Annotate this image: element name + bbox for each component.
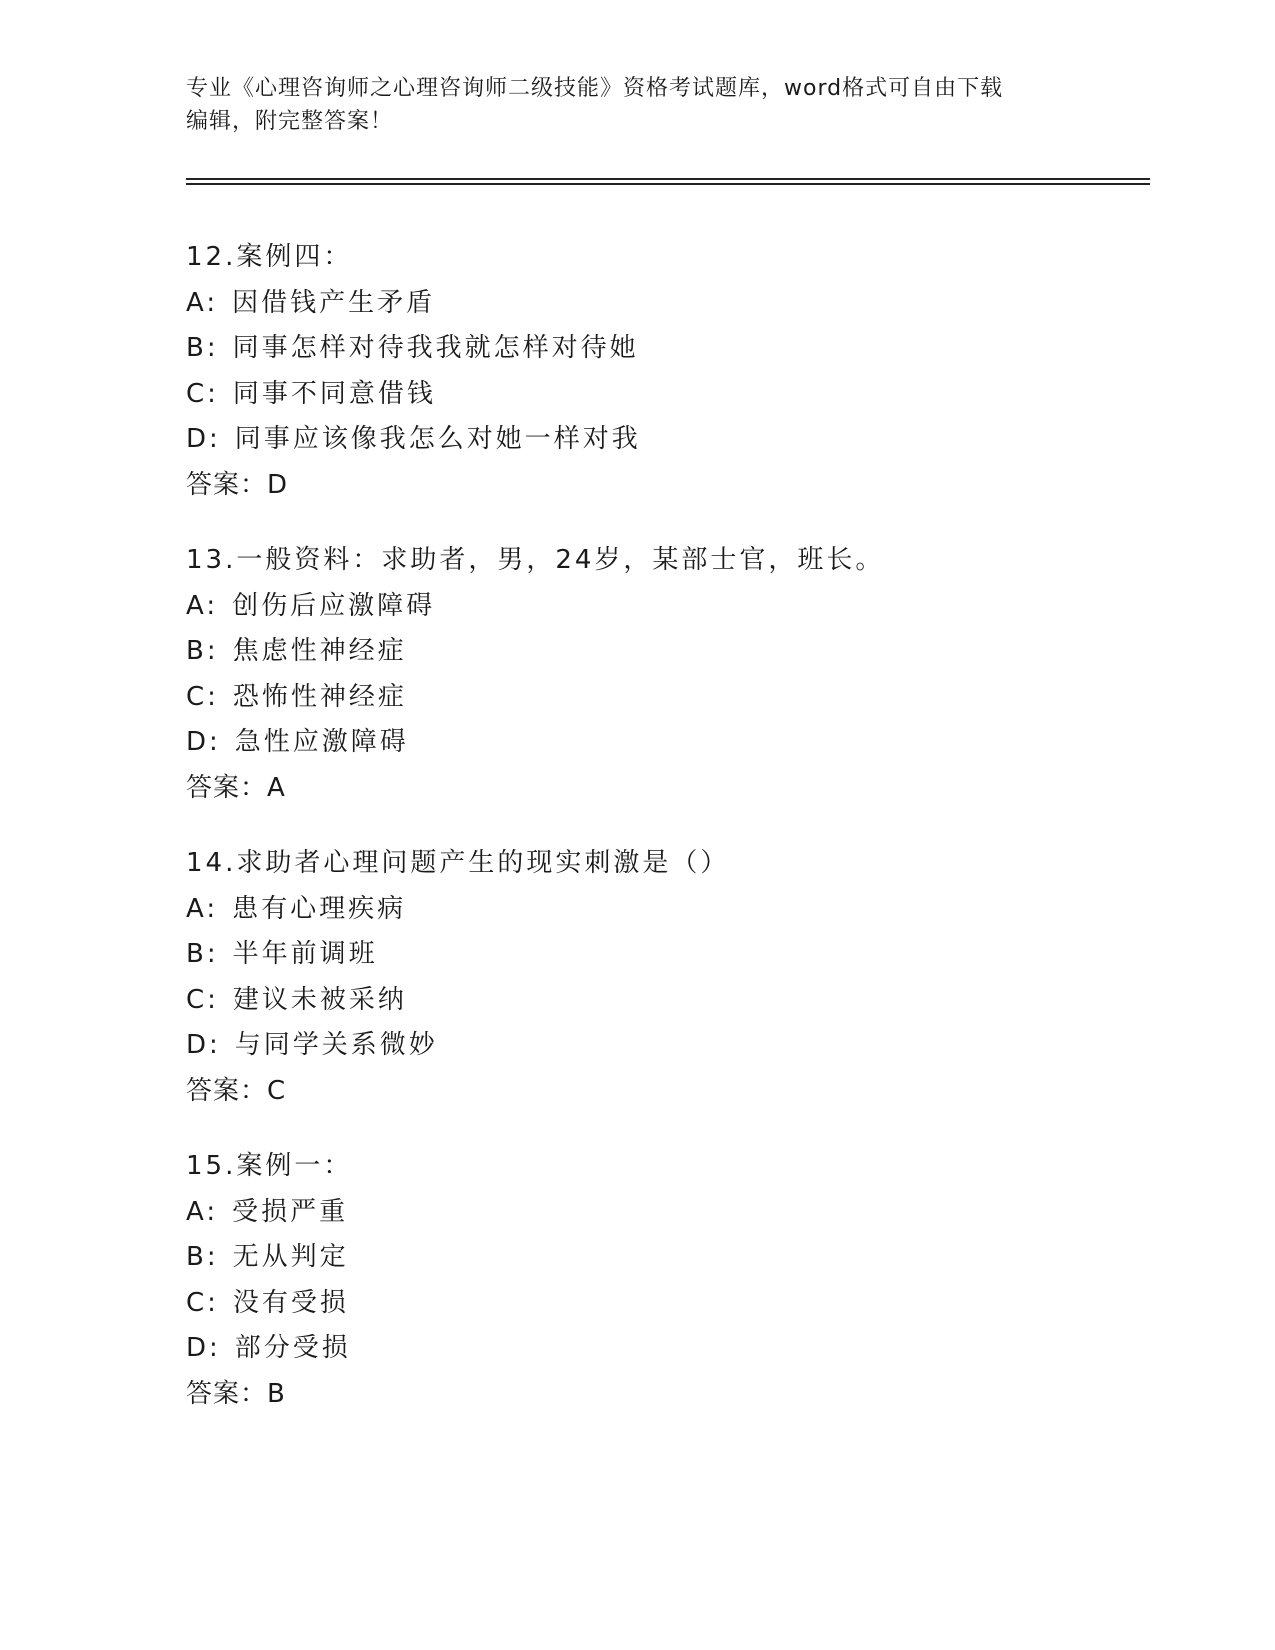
option-letter: A: (186, 1196, 219, 1227)
header-rule-bottom (186, 183, 1150, 185)
question-stem: 14.求助者心理问题产生的现实刺激是（） (186, 848, 730, 878)
document-header (186, 72, 1086, 138)
option-letter: D: (186, 424, 221, 454)
answer-line: 答案：B (186, 1378, 286, 1409)
option-letter: B: (186, 636, 219, 666)
option-c (186, 978, 1136, 1024)
option-a (186, 584, 1136, 630)
option-d (186, 720, 1136, 766)
option-text: 无从判定 (232, 1242, 349, 1272)
answer-line: 答案：C (186, 1075, 287, 1106)
question-14 (186, 841, 1136, 1114)
option-letter: D: (186, 727, 221, 757)
option-letter: B: (186, 333, 219, 363)
header-rule-top (186, 178, 1150, 180)
option-text: 同事应该像我怎么对她一样对我 (234, 424, 641, 454)
option-letter: B: (186, 1242, 219, 1272)
option-a (186, 1190, 1136, 1236)
option-c (186, 1281, 1136, 1327)
question-15 (186, 1144, 1136, 1417)
option-text: 创伤后应激障碍 (232, 590, 436, 621)
question-13 (186, 538, 1136, 811)
option-d (186, 1023, 1136, 1069)
option-a (186, 281, 1136, 327)
question-stem: 15.案例一： (186, 1151, 353, 1181)
option-c (186, 372, 1136, 418)
option-text: 同事怎样对待我我就怎样对待她 (232, 333, 639, 363)
question-stem: 13.一般资料：求助者，男，24岁，某部士官，班长。 (186, 545, 885, 575)
option-text: 与同学关系微妙 (234, 1030, 438, 1060)
option-letter: C: (186, 1287, 219, 1318)
answer-line: 答案：A (186, 772, 286, 803)
option-letter: D: (186, 1333, 221, 1363)
option-b (186, 932, 1136, 978)
option-b (186, 629, 1136, 675)
option-text: 建议未被采纳 (232, 984, 407, 1015)
option-text: 急性应激障碍 (234, 727, 409, 757)
option-a (186, 887, 1136, 933)
option-text: 焦虑性神经症 (232, 636, 407, 666)
question-stem: 12.案例四： (186, 242, 353, 272)
option-b (186, 326, 1136, 372)
option-c (186, 675, 1136, 721)
option-text: 没有受损 (232, 1287, 349, 1318)
option-d (186, 417, 1136, 463)
question-12 (186, 235, 1136, 508)
option-text: 恐怖性神经症 (232, 681, 407, 712)
option-letter: B: (186, 939, 219, 969)
option-text: 因借钱产生矛盾 (232, 287, 436, 318)
option-letter: C: (186, 984, 219, 1015)
header-line-2: 编辑，附完整答案！ (186, 109, 394, 134)
option-letter: A: (186, 893, 219, 924)
option-d (186, 1326, 1136, 1372)
header-line-1: 专业《心理咨询师之心理咨询师二级技能》资格考试题库，word格式可自由下载 (186, 76, 1004, 101)
option-text: 患有心理疾病 (232, 893, 407, 924)
question-list (186, 235, 1136, 1447)
option-letter: C: (186, 681, 219, 712)
option-text: 同事不同意借钱 (232, 378, 436, 409)
option-letter: A: (186, 590, 219, 621)
answer-line: 答案：D (186, 469, 289, 500)
option-text: 部分受损 (234, 1333, 351, 1363)
option-text: 受损严重 (232, 1196, 349, 1227)
option-letter: A: (186, 287, 219, 318)
option-letter: C: (186, 378, 219, 409)
option-letter: D: (186, 1030, 221, 1060)
option-b (186, 1235, 1136, 1281)
option-text: 半年前调班 (232, 939, 378, 969)
